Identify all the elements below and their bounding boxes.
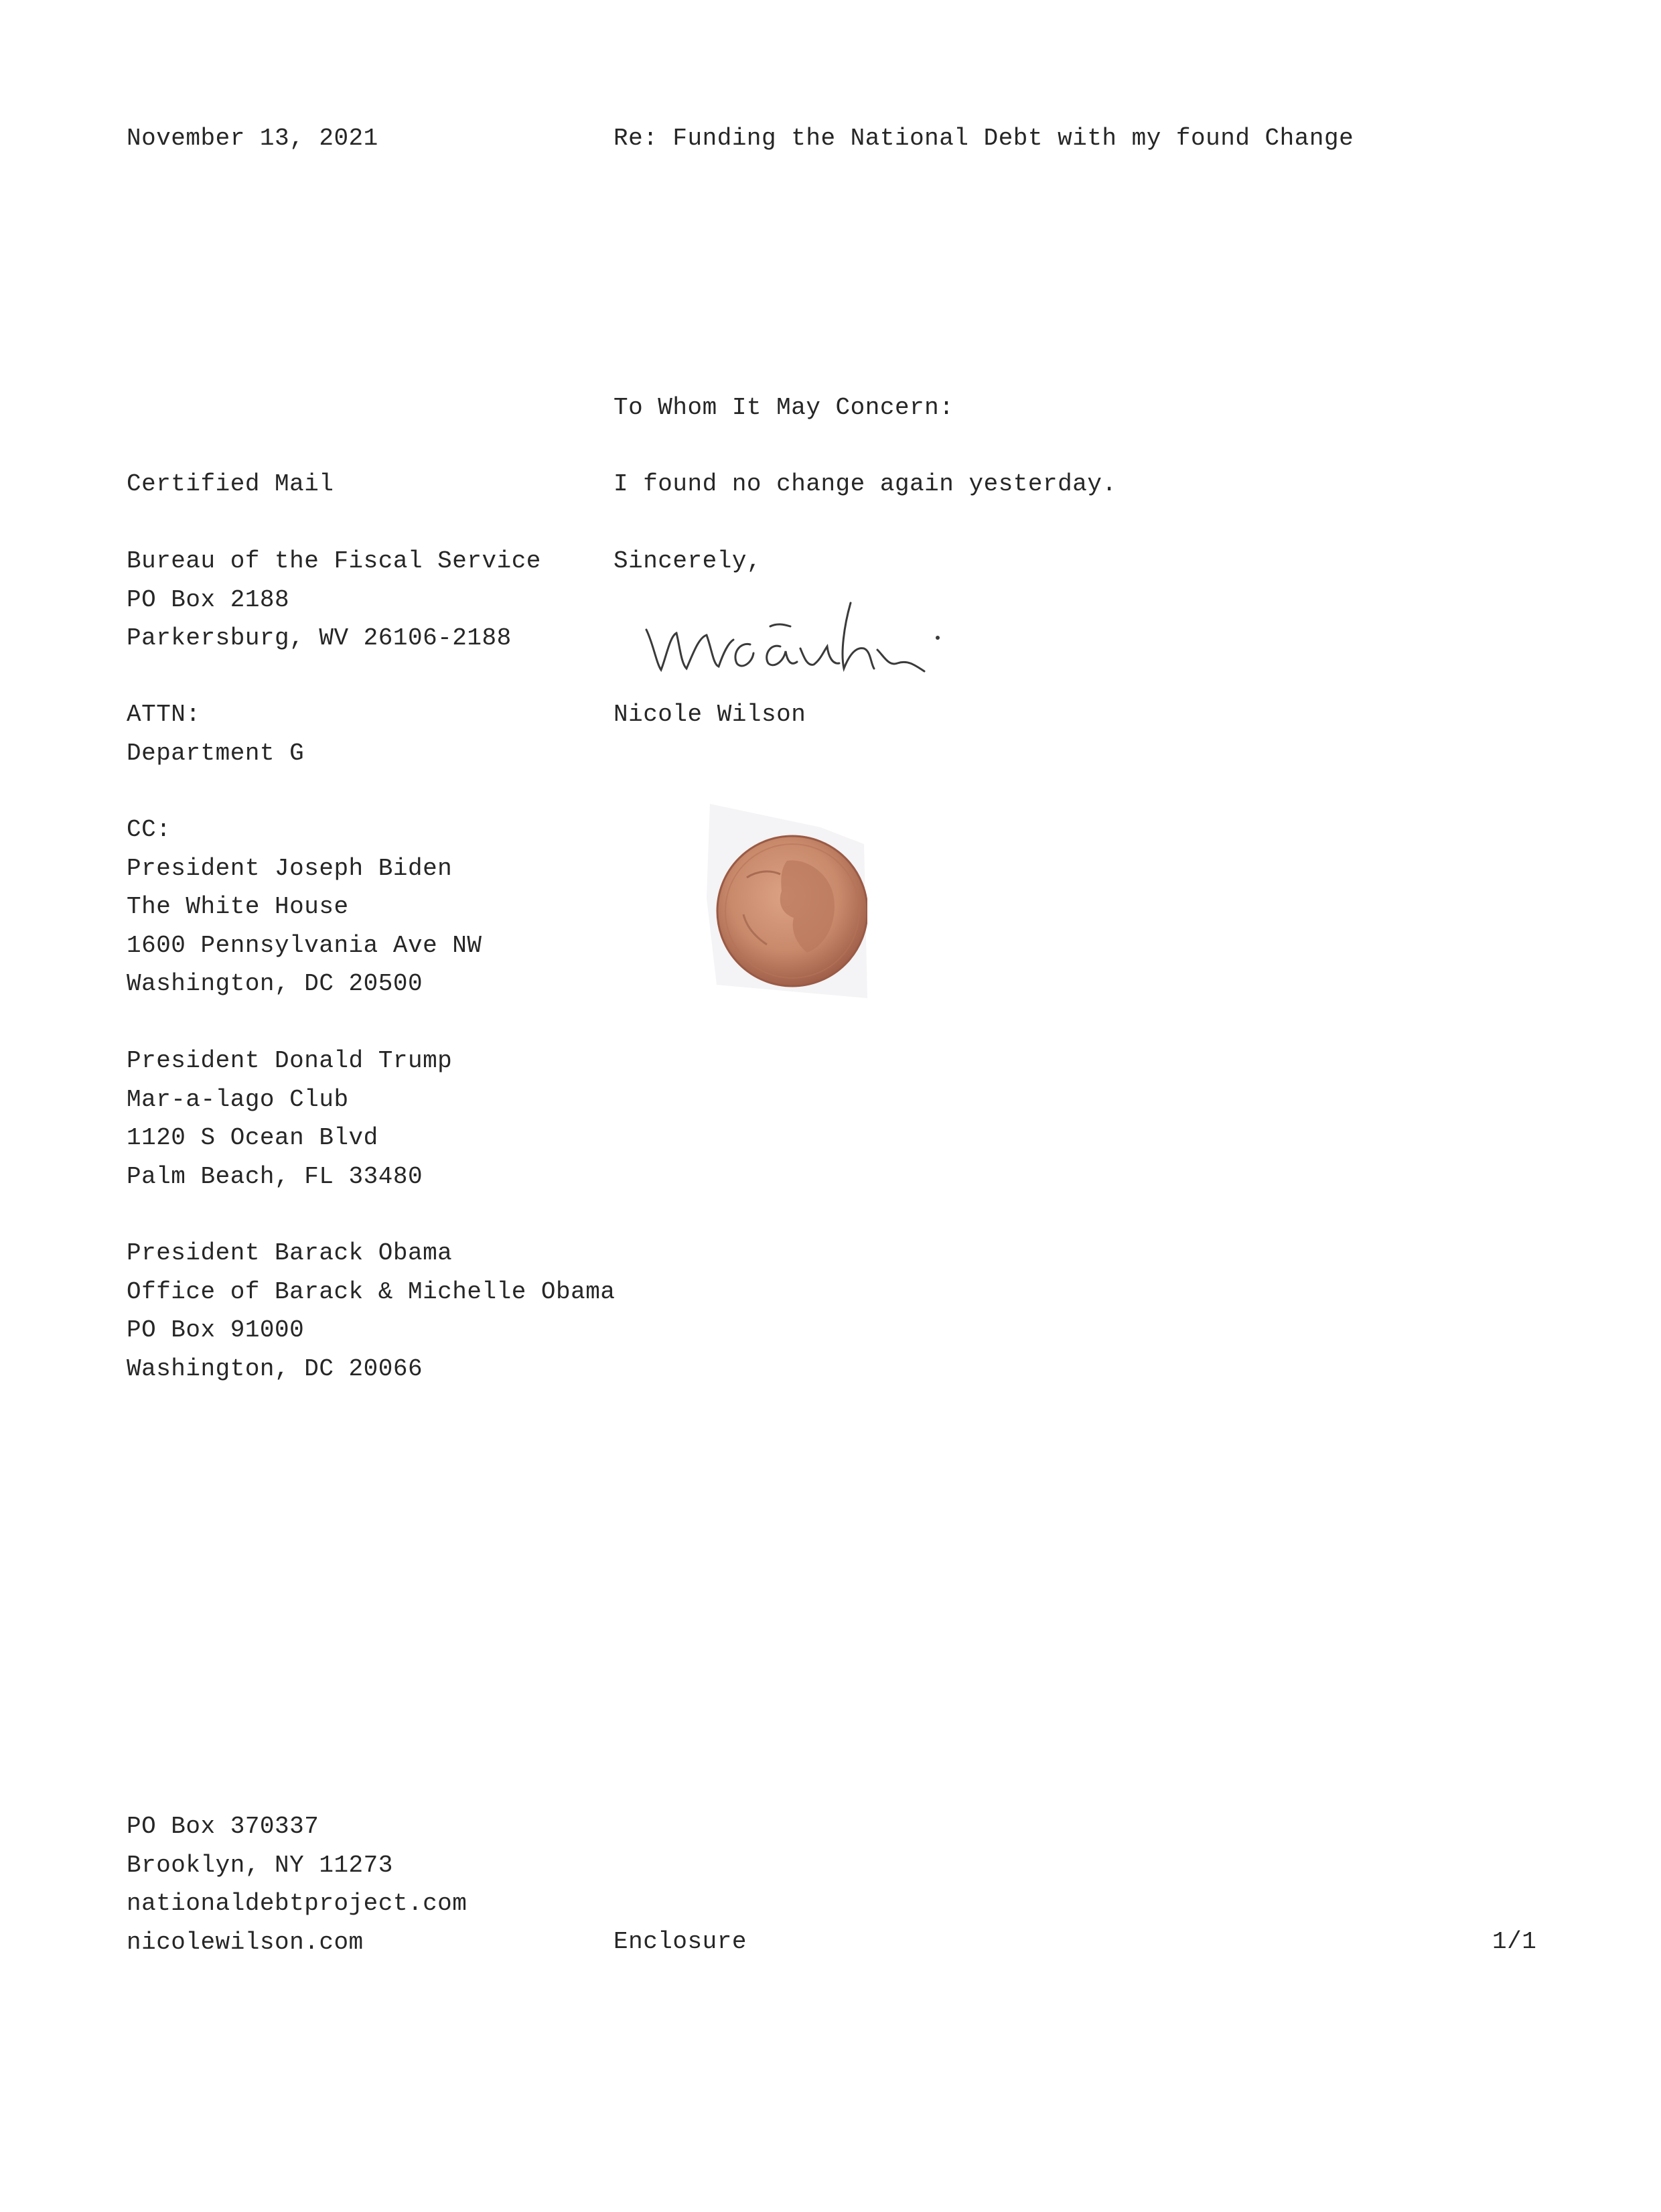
cc-recipient-obama — [127, 1234, 615, 1388]
sender-line: Brooklyn, NY 11273 — [127, 1851, 393, 1879]
cc-line: Mar-a-lago Club — [127, 1085, 349, 1113]
cc-block — [127, 811, 482, 1004]
cc-line: Washington, DC 20066 — [127, 1355, 423, 1383]
cc-recipient-trump — [127, 1042, 452, 1196]
recipient-line: PO Box 2188 — [127, 585, 290, 614]
cc-line: 1120 S Ocean Blvd — [127, 1124, 378, 1152]
sender-line: nicolewilson.com — [127, 1928, 364, 1956]
attention-label: ATTN: — [127, 701, 201, 728]
letter-date: November 13, 2021 — [127, 125, 378, 152]
salutation: To Whom It May Concern: — [613, 394, 954, 421]
cc-line: Palm Beach, FL 33480 — [127, 1162, 423, 1190]
delivery-method: Certified Mail — [127, 470, 334, 498]
cc-line: 1600 Pennsylvania Ave NW — [127, 931, 482, 959]
sender-line: PO Box 370337 — [127, 1813, 319, 1840]
closing: Sincerely, — [613, 547, 762, 575]
sender-line: nationaldebtproject.com — [127, 1890, 467, 1917]
cc-line: Office of Barack & Michelle Obama — [127, 1277, 616, 1306]
attention-block — [127, 695, 304, 772]
cc-label: CC: — [127, 816, 171, 843]
letter-body: I found no change again yesterday. — [613, 470, 1117, 498]
cc-line: Washington, DC 20500 — [127, 970, 423, 997]
penny-enclosure — [707, 797, 867, 1005]
enclosure-note: Enclosure — [613, 1928, 747, 1955]
page-number: 1/1 — [1492, 1928, 1537, 1955]
signer-name: Nicole Wilson — [613, 701, 806, 728]
recipient-line: Parkersburg, WV 26106-2188 — [127, 624, 512, 652]
cc-line: President Donald Trump — [127, 1047, 453, 1075]
cc-line: President Joseph Biden — [127, 854, 453, 882]
letter-subject: Re: Funding the National Debt with my found Change — [613, 125, 1354, 152]
cc-line: PO Box 91000 — [127, 1316, 305, 1344]
attention-department: Department G — [127, 739, 305, 767]
cc-line: The White House — [127, 893, 349, 920]
handwritten-signature — [640, 590, 961, 690]
sender-address — [127, 1807, 467, 1961]
recipient-address — [127, 542, 541, 658]
cc-line: President Barack Obama — [127, 1239, 453, 1267]
recipient-line: Bureau of the Fiscal Service — [127, 547, 541, 575]
